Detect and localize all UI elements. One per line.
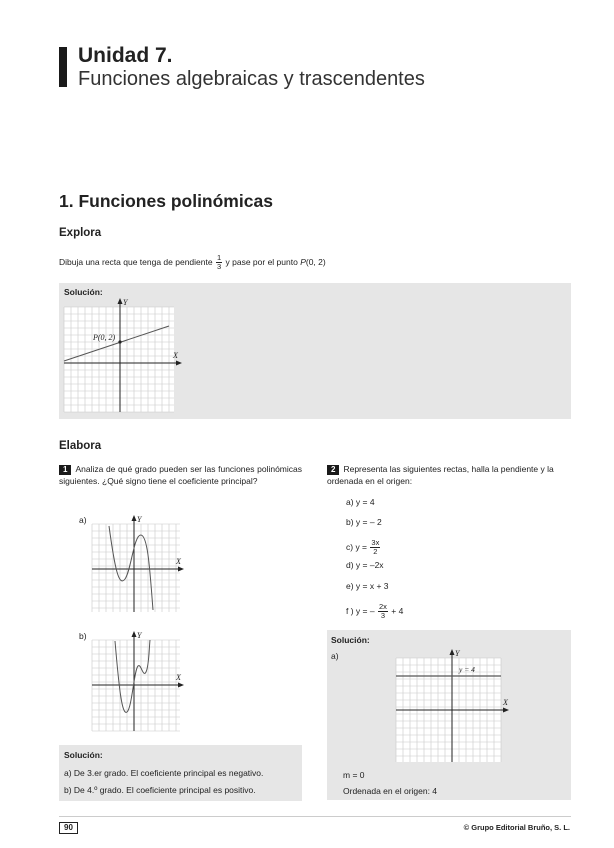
exercise-1-statement: Analiza de qué grado pueden ser las funciones polinómicas siguientes. ¿Qué signo tiene el coeficiente principal? [59,464,302,486]
explora-heading: Explora [59,227,102,239]
unit-subtitle: Funciones algebraicas y trascendentes [78,68,425,90]
unit-title: Unidad 7. [78,44,173,67]
ex2-item-f [346,596,403,626]
prompt-after: y pase por el punto [225,256,298,267]
ex1-graph-a [88,512,192,616]
ex2-solution-label: Solución: [331,635,370,645]
exercise-2-badge: 2 [327,465,339,475]
ex2-item-d: d) y = –2x [346,560,384,570]
ex2-x-label: X [503,698,508,707]
ex1-label-b: b) [79,631,87,641]
explora-solution-box [59,283,571,419]
ex1a-x-label: X [176,557,181,566]
ex2-item-f-den: 3 [380,611,386,621]
x-axis-label: X [173,351,178,360]
ex2-line-label: y = 4 [459,665,475,674]
ex2-y-label: Y [455,649,460,658]
ex2-item-c-num: 3x [371,538,380,548]
slope-num: 1 [216,253,222,262]
explora-graph [59,295,189,417]
section-title: 1. Funciones polinómicas [59,191,273,211]
ex2-item-f-post: + 4 [391,606,404,616]
ex1-graph-b [88,628,192,738]
ex2-item-c-frac [370,539,380,556]
ex1-answer-a: a) De 3.er grado. El coeficiente principal es negativo. [64,768,264,778]
y-axis-label: Y [123,298,128,307]
ex2-item-f-num: 2x [378,602,387,612]
point-coords: (0, 2) [305,256,326,267]
footer-rule [59,816,571,817]
ex1-solution-box [59,745,302,801]
ex1-solution-label: Solución: [64,750,103,760]
prompt-before: Dibuja una recta que tenga de pendiente [59,256,213,267]
ex2-item-a: a) y = 4 [346,497,375,507]
unit-marker-bar [59,47,67,87]
ex1-answer-b: b) De 4.º grado. El coeficiente principal es positivo. [64,785,256,795]
point-label: P(0, 2) [93,333,116,342]
ex2-solution-part: a) [331,651,339,661]
ex1-label-a: a) [79,515,87,525]
ex2-item-f-pre: f ) y = – [346,606,375,616]
exercise-1-badge: 1 [59,465,71,475]
ex2-item-e: e) y = x + 3 [346,581,389,591]
ex1b-x-label: X [176,673,181,682]
slope-den: 3 [216,262,222,271]
elabora-heading: Elabora [59,440,102,452]
exercise-2-statement: Representa las siguientes rectas, halla la pendiente y la ordenada en el origen: [327,464,554,486]
ex2-intercept-result: Ordenada en el origen: 4 [343,786,438,796]
ex1a-y-label: Y [137,515,142,524]
ex2-item-c-pre: c) y = [346,542,368,552]
ex2-slope-result: m = 0 [343,770,365,780]
ex2-item-f-frac [378,603,388,620]
ex2-graph [389,646,519,766]
copyright: © Grupo Editorial Bruño, S. L. [463,823,570,832]
exercise-1-text [59,463,302,487]
slope-fraction [216,254,222,271]
explora-prompt [59,254,326,271]
ex2-solution-box [327,630,571,800]
exercise-2-text [327,463,571,487]
page-number: 90 [59,822,78,834]
ex2-item-b: b) y = – 2 [346,517,382,527]
point-name: P [300,256,306,267]
ex2-item-c [346,532,381,562]
ex1b-y-label: Y [137,631,142,640]
explora-solution-label: Solución: [64,287,103,297]
ex2-item-c-den: 2 [373,547,378,557]
